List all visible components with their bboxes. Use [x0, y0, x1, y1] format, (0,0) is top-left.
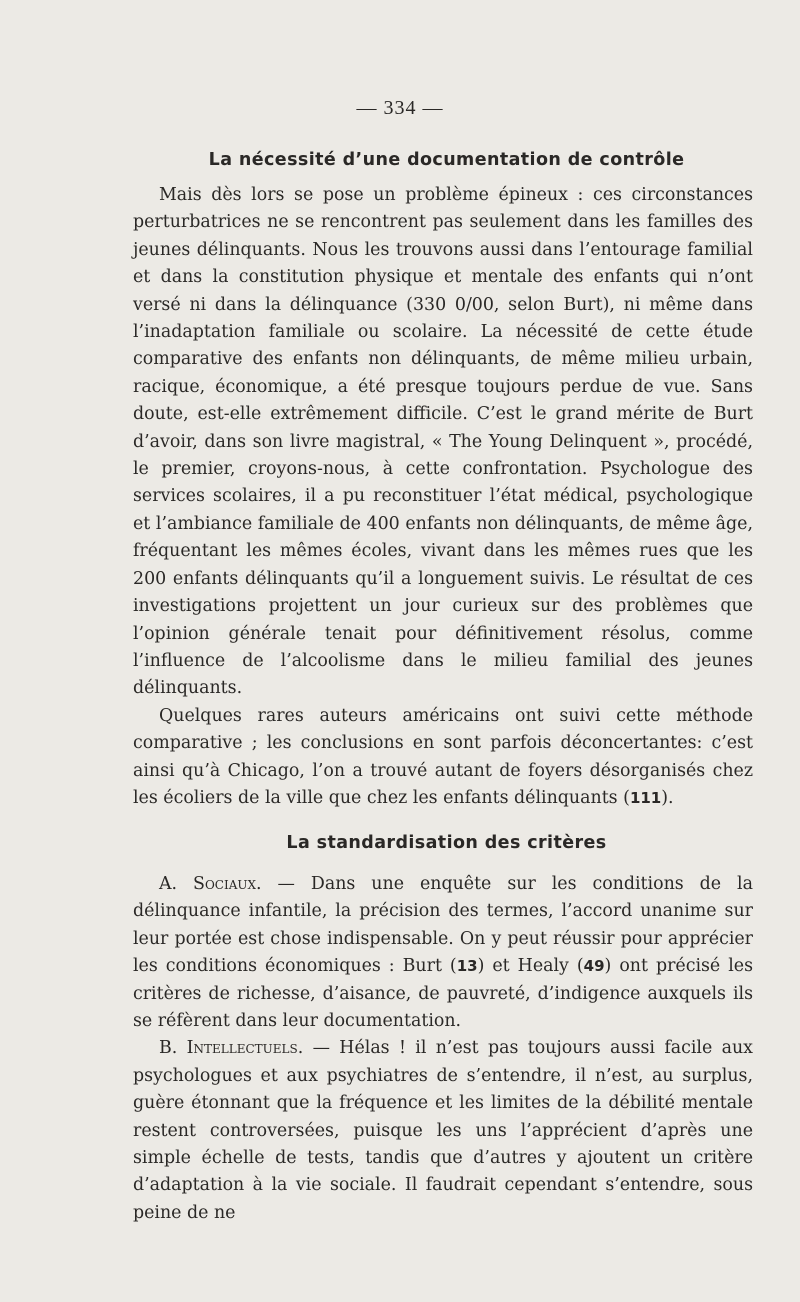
- paragraph-text: ) ont précisé les critères de richesse, d’aisance, de pauvreté, d’indigence auxquels ils se réfèrent dans leur documentation.: [133, 956, 753, 1032]
- paragraph-text: ) et Healy (: [477, 956, 584, 977]
- reference-number: 13: [456, 957, 478, 976]
- paragraph-text: Quelques rares auteurs américains ont suivi cette méthode comparative ; les conclusions en sont parfois déconcertantes: c’est ainsi qu’à Chicago, l’on a trouvé autant de foyers désorganisés chez les écoliers de la ville que chez les enfants délinquants (: [133, 705, 753, 808]
- section-body-documentation: [133, 182, 753, 812]
- paragraph-text: — Dans une enquête sur les conditions de la délinquance infantile, la précision des termes, l’accord unanime sur leur portée est chose indispensable. On y peut réussir pour apprécier les conditions économiques : Burt (: [133, 874, 753, 977]
- reference-number: 49: [583, 957, 605, 976]
- paragraph-sociaux: [133, 871, 753, 1035]
- section-heading-standardisation: La standardisation des critères: [286, 833, 607, 853]
- reference-number: 111: [629, 788, 662, 807]
- page-number: — 334 —: [356, 97, 444, 119]
- section-body-standardisation: [133, 871, 753, 1227]
- paragraph-intellectuels: [133, 1035, 753, 1227]
- paragraph-circonstances: Mais dès lors se pose un problème épineux : ces circonstances perturbatrices ne se rencontrent pas seulement dans les familles des jeunes délinquants. Nous les trouvons aussi dans l’entourage familial et dans la constitution physique et mentale des enfants qui n’ont versé ni dans la délinquance (330 0/00, selon Burt), ni même dans l’inadaptation familiale ou scolaire. La nécessité de cette étude comparative des enfants non délinquants, de même milieu urbain, racique, économique, a été presque toujours perdue de vue. Sans doute, est-elle extrêmement difficile. C’est le grand mérite de Burt d’avoir, dans son livre magistral, « The Young Delinquent », procédé, le premier, croyons-nous, à cette confrontation. Psychologue des services scolaires, il a pu reconstituer l’état médical, psychologique et l’ambiance familiale de 400 enfants non délinquants, de même âge, fréquentant les mêmes écoles, vivant dans les mêmes rues que les 200 enfants délinquants qu’il a longuement suivis. Le résultat de ces investigations projettent un jour curieux sur des problèmes que l’opinion générale tenait pour définitivement résolus, comme l’influence de l’alcoolisme dans le milieu familial des jeunes délinquants.: [133, 185, 753, 699]
- paragraph-label: B. Intellectuels.: [159, 1038, 304, 1059]
- section-heading-documentation: La nécessité d’une documentation de contrôle: [208, 150, 685, 170]
- paragraph-auteurs-americains: [133, 703, 753, 813]
- paragraph-text: — Hélas ! il n’est pas toujours aussi facile aux psychologues et aux psychiatres de s’entendre, il n’est, au surplus, guère étonnant que la fréquence et les limites de la débilité mentale restent controversées, puisque les uns l’apprécient d’après une simple échelle de tests, tandis que d’autres y ajoutent un critère d’adaptation à la vie sociale. Il faudrait cependant s’entendre, sous peine de ne: [133, 1038, 753, 1223]
- paragraph-text: ).: [661, 787, 674, 808]
- paragraph-label: A. Sociaux.: [159, 874, 262, 894]
